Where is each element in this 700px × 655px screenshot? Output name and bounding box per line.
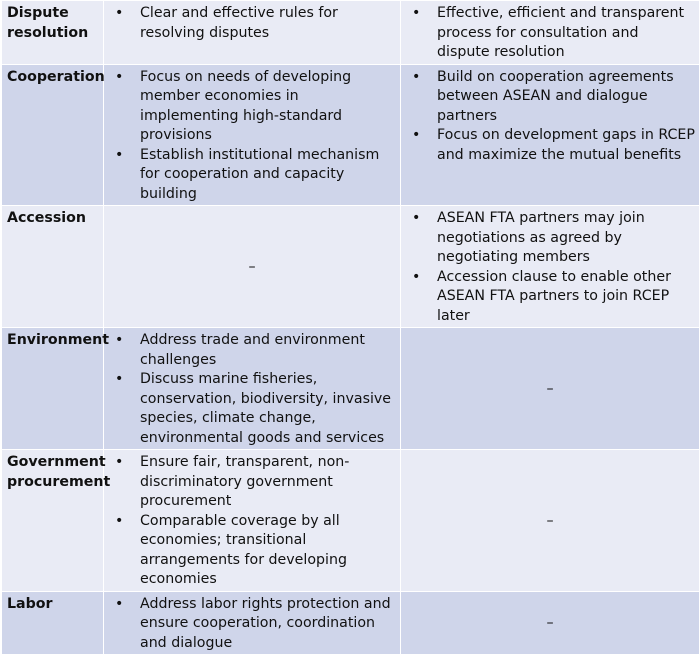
cell-col3	[401, 64, 700, 206]
row-topic: Cooperation	[2, 64, 104, 206]
row-topic: Environment	[2, 328, 104, 450]
list-item: • Ensure fair, transparent, non-discriminatory government procurement	[108, 453, 396, 512]
cell-col3-empty: –	[401, 328, 700, 450]
row-topic: Accession	[2, 206, 104, 328]
list-item: • Accession clause to enable other ASEAN FTA partners to join RCEP later	[405, 268, 695, 327]
list-item: • Discuss marine fisheries, conservation, biodiversity, invasive species, climate change, environmental goods and services	[108, 370, 396, 448]
list-item: • Address labor rights protection and ensure cooperation, coordination and dialogue	[108, 595, 396, 654]
cell-col3-empty: –	[401, 591, 700, 655]
cell-col3	[401, 206, 700, 328]
list-item: • Build on cooperation agreements between ASEAN and dialogue partners	[405, 68, 695, 127]
list-item: • Establish institutional mechanism for cooperation and capacity building	[108, 146, 396, 205]
list-item: • ASEAN FTA partners may join negotiations as agreed by negotiating members	[405, 209, 695, 268]
cell-col2-empty: –	[104, 206, 401, 328]
comparison-table	[1, 0, 700, 655]
cell-col2	[104, 328, 401, 450]
list-item: • Focus on development gaps in RCEP and maximize the mutual benefits	[405, 126, 695, 165]
cell-col2	[104, 1, 401, 65]
list-item: • Focus on needs of developing member economies in implementing high-standard provisions	[108, 68, 396, 146]
list-item: • Clear and effective rules for resolving disputes	[108, 4, 396, 43]
list-item: • Address trade and environment challenges	[108, 331, 396, 370]
row-topic: Labor	[2, 591, 104, 655]
row-topic: Government procurement	[2, 450, 104, 592]
row-topic: Dispute resolution	[2, 1, 104, 65]
list-item: • Effective, efficient and transparent process for consultation and dispute resolution	[405, 4, 695, 63]
table-row	[2, 1, 700, 65]
cell-col2	[104, 450, 401, 592]
cell-col2	[104, 591, 401, 655]
cell-col3	[401, 1, 700, 65]
cell-col2	[104, 64, 401, 206]
table-row	[2, 591, 700, 655]
cell-col3-empty: –	[401, 450, 700, 592]
table-row	[2, 64, 700, 206]
table-row	[2, 206, 700, 328]
table-row	[2, 450, 700, 592]
list-item: • Comparable coverage by all economies; transitional arrangements for developing economies	[108, 512, 396, 590]
table-row	[2, 328, 700, 450]
